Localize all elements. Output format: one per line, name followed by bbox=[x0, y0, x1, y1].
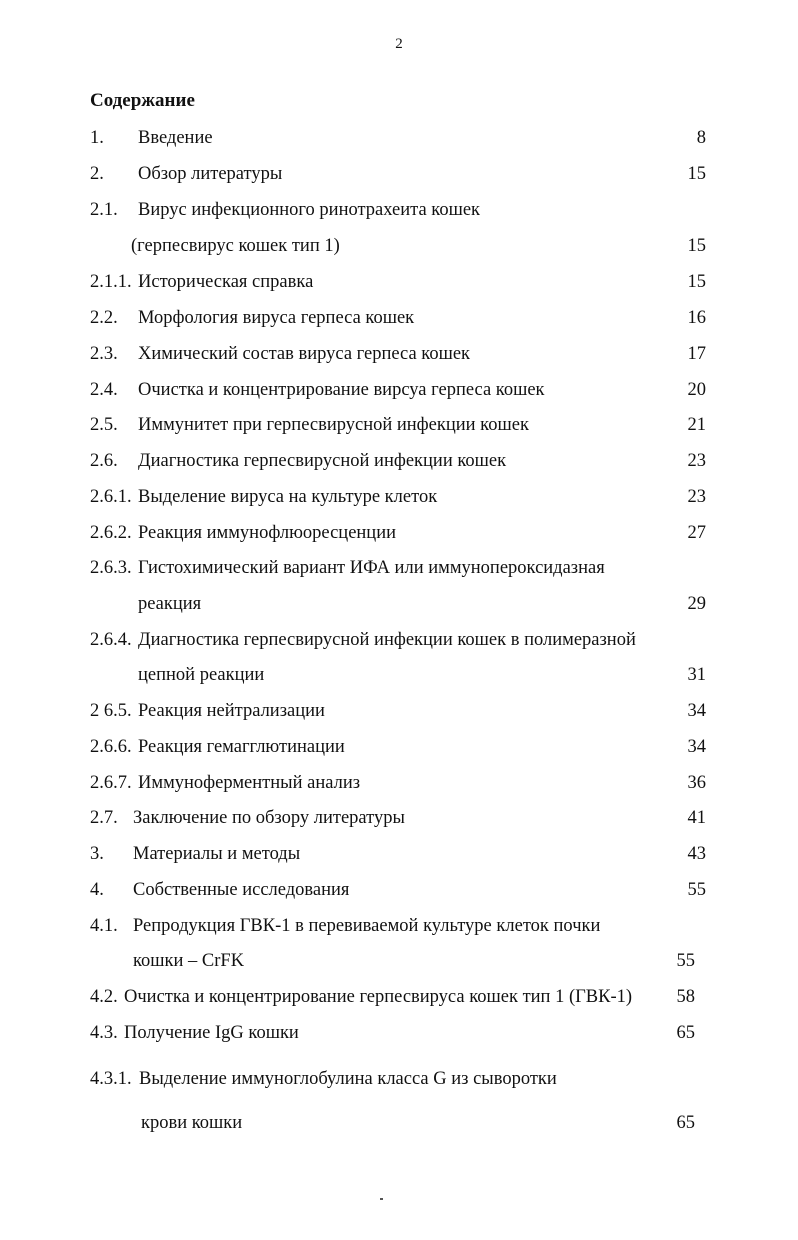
toc-entry-continuation bbox=[0, 589, 798, 619]
toc-entry-title: Репродукция ГВК-1 в перевиваемой культуре клеток почки bbox=[133, 916, 601, 936]
toc-entry bbox=[0, 410, 798, 440]
toc-entry-page: 23 bbox=[687, 487, 706, 507]
toc-entry-page: 31 bbox=[687, 665, 706, 685]
toc-entry-title: крови кошки bbox=[141, 1113, 243, 1133]
toc-entry-page: 27 bbox=[687, 523, 706, 543]
toc-entry bbox=[0, 625, 798, 655]
toc-entry-title: Вирус инфекционного ринотрахеита кошек bbox=[138, 200, 481, 220]
toc-entry-title: Собственные исследования bbox=[133, 880, 350, 900]
toc-entry-title: Заключение по обзору литературы bbox=[133, 808, 405, 828]
toc-entry bbox=[0, 875, 798, 905]
toc-entry-page: 36 bbox=[687, 773, 706, 793]
toc-entry-page: 65 bbox=[676, 1023, 695, 1043]
toc-entry-number: 2.7. bbox=[90, 808, 118, 828]
toc-entry-title: Иммуноферментный анализ bbox=[138, 773, 361, 793]
toc-entry-page: 34 bbox=[687, 701, 706, 721]
toc-entry bbox=[0, 375, 798, 405]
toc-entry bbox=[0, 123, 798, 153]
toc-entry-page: 20 bbox=[687, 380, 706, 400]
toc-entry-continuation bbox=[0, 1108, 798, 1138]
toc-entry bbox=[0, 518, 798, 548]
toc-entry bbox=[0, 303, 798, 333]
toc-entry-title: Обзор литературы bbox=[138, 164, 283, 184]
toc-entry-number: 4.3.1. bbox=[90, 1069, 132, 1089]
toc-entry-number: 2.6.2. bbox=[90, 523, 132, 543]
toc-entry-title: Реакция нейтрализации bbox=[138, 701, 325, 721]
toc-entry-page: 55 bbox=[687, 880, 706, 900]
toc-entry-title: Иммунитет при герпесвирусной инфекции кошек bbox=[138, 415, 529, 435]
toc-entry-page: 29 bbox=[687, 594, 706, 614]
scan-speck bbox=[380, 1198, 383, 1200]
toc-entry bbox=[0, 339, 798, 369]
toc-heading: Содержание bbox=[90, 90, 195, 111]
toc-entry bbox=[0, 911, 798, 941]
toc-entry-number: 2.6.7. bbox=[90, 773, 132, 793]
toc-entry-title: Очистка и концентрирование герпесвируса кошек тип 1 (ГВК-1) bbox=[124, 987, 633, 1007]
toc-entry-number: 2.2. bbox=[90, 308, 118, 328]
toc-entry bbox=[0, 1064, 798, 1094]
toc-entry bbox=[0, 839, 798, 869]
toc-entry-number: 2.6.4. bbox=[90, 630, 132, 650]
toc-entry-number: 2.6. bbox=[90, 451, 118, 471]
toc-entry-title: кошки – CrFK bbox=[133, 951, 245, 971]
toc-entry bbox=[0, 768, 798, 798]
toc-entry bbox=[0, 159, 798, 189]
toc-entry bbox=[0, 803, 798, 833]
toc-entry-page: 55 bbox=[676, 951, 695, 971]
toc-entry bbox=[0, 195, 798, 225]
toc-entry-page: 58 bbox=[676, 987, 695, 1007]
toc-entry-title: Получение IgG кошки bbox=[124, 1023, 299, 1043]
toc-entry-number: 2.1.1. bbox=[90, 272, 132, 292]
toc-entry-number: 2.3. bbox=[90, 344, 118, 364]
toc-entry bbox=[0, 482, 798, 512]
toc-entry bbox=[0, 1018, 798, 1048]
toc-entry-title: Диагностика герпесвирусной инфекции кошек в полимеразной bbox=[138, 630, 636, 650]
toc-entry-title: Морфология вируса герпеса кошек bbox=[138, 308, 415, 328]
toc-entry-title: Введение bbox=[138, 128, 213, 148]
toc-entry-number: 4.3. bbox=[90, 1023, 118, 1043]
toc-entry-number: 2. bbox=[90, 164, 104, 184]
toc-entry-title: цепной реакции bbox=[138, 665, 265, 685]
toc-entry-page: 34 bbox=[687, 737, 706, 757]
toc-entry bbox=[0, 696, 798, 726]
toc-entry-page: 15 bbox=[687, 272, 706, 292]
toc-entry-page: 8 bbox=[696, 128, 706, 148]
toc-entry-continuation bbox=[0, 231, 798, 261]
toc-entry-number: 4. bbox=[90, 880, 104, 900]
toc-entry-title: Реакция иммунофлюоресценции bbox=[138, 523, 397, 543]
toc-entry-page: 16 bbox=[687, 308, 706, 328]
toc-entry-page: 43 bbox=[687, 844, 706, 864]
toc-entry-title: Выделение иммуноглобулина класса G из сыворотки bbox=[139, 1069, 557, 1089]
toc-entry-number: 2.6.1. bbox=[90, 487, 132, 507]
toc-entry-number: 2.4. bbox=[90, 380, 118, 400]
toc-entry-page: 15 bbox=[687, 236, 706, 256]
toc-entry-number: 2.1. bbox=[90, 200, 118, 220]
toc-entry-page: 15 bbox=[687, 164, 706, 184]
toc-entry bbox=[0, 982, 798, 1012]
toc-entry-number: 2.5. bbox=[90, 415, 118, 435]
toc-entry-number: 1. bbox=[90, 128, 104, 148]
toc-entry-title: Гистохимический вариант ИФА или иммунопероксидазная bbox=[138, 558, 605, 578]
toc-entry-number: 4.2. bbox=[90, 987, 118, 1007]
page-number: 2 bbox=[395, 36, 403, 52]
toc-entry-title: Выделение вируса на культуре клеток bbox=[138, 487, 438, 507]
toc-entry bbox=[0, 553, 798, 583]
toc-entry-page: 65 bbox=[676, 1113, 695, 1133]
toc-entry bbox=[0, 732, 798, 762]
toc-entry-title: Историческая справка bbox=[138, 272, 314, 292]
toc-entry-number: 3. bbox=[90, 844, 104, 864]
toc-entry-page: 23 bbox=[687, 451, 706, 471]
toc-entry-page: 17 bbox=[687, 344, 706, 364]
toc-entry bbox=[0, 446, 798, 476]
toc-entry-number: 2 6.5. bbox=[90, 701, 132, 721]
toc-entry-title: (герпесвирус кошек тип 1) bbox=[131, 236, 340, 256]
toc-entry-title: Очистка и концентрирование вирсуа герпеса кошек bbox=[138, 380, 545, 400]
toc-entry bbox=[0, 267, 798, 297]
toc-entry-title: Материалы и методы bbox=[133, 844, 301, 864]
toc-entry-number: 4.1. bbox=[90, 916, 118, 936]
toc-entry-title: Химический состав вируса герпеса кошек bbox=[138, 344, 471, 364]
toc-entry-number: 2.6.3. bbox=[90, 558, 132, 578]
toc-entry-number: 2.6.6. bbox=[90, 737, 132, 757]
toc-entry-page: 21 bbox=[687, 415, 706, 435]
toc-entry-title: Диагностика герпесвирусной инфекции кошек bbox=[138, 451, 507, 471]
toc-entry-title: Реакция гемагглютинации bbox=[138, 737, 345, 757]
toc-entry-continuation bbox=[0, 660, 798, 690]
toc-entry-title: реакция bbox=[138, 594, 202, 614]
toc-entry-continuation bbox=[0, 946, 798, 976]
toc-entry-page: 41 bbox=[687, 808, 706, 828]
